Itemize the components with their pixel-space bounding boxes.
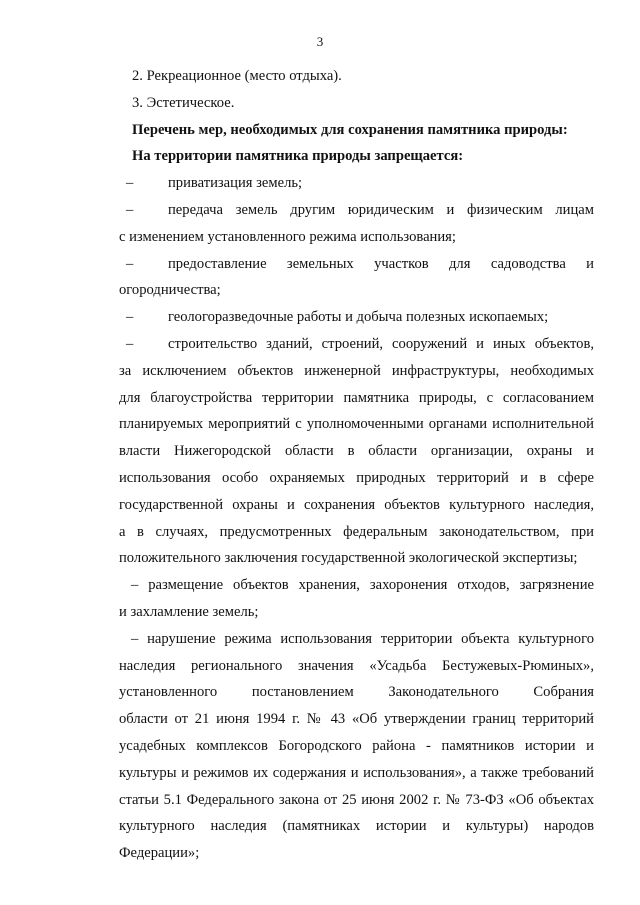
paragraph-line: области от 21 июня 1994 г. № 43 «Об утверждении границ территорий — [119, 711, 594, 728]
bullet-dash: – — [126, 309, 134, 326]
paragraph-line: власти Нижегородской области в области организации, охраны и — [119, 443, 594, 460]
paragraph-line: установленного постановлением Законодательного Собрания — [119, 684, 594, 701]
paragraph-line: культурного наследия (памятниках истории и культуры) народов — [119, 818, 594, 835]
list-item-recreational: 2. Рекреационное (место отдыха). — [132, 68, 342, 84]
paragraph-line: культуры и режимов их содержания и использования», а также требований — [119, 764, 594, 781]
paragraph-line: огородничества; — [119, 282, 221, 299]
bullet-dash: – — [126, 335, 134, 352]
paragraph-line: статьи 5.1 Федерального закона от 25 июня 2002 г. № 73-ФЗ «Об объектах — [119, 791, 594, 808]
list-item-heritage-violation: – нарушение режима использования территории объекта культурного — [131, 630, 594, 647]
list-item-waste: – размещение объектов хранения, захоронения отходов, загрязнение — [131, 577, 594, 594]
paragraph-line: положительного заключения государственной экологической экспертизы; — [119, 550, 578, 567]
bullet-dash: – — [126, 255, 134, 272]
list-item-privatization — [119, 170, 594, 197]
list-item-text: строительство зданий, строений, сооружений и иных объектов, — [168, 335, 594, 352]
paragraph-line: для благоустройства территории памятника природы, с согласованием — [119, 389, 594, 406]
document-body — [119, 63, 594, 867]
paragraph-line: наследия регионального значения «Усадьба Бестужевых-Рюминых», — [119, 657, 594, 674]
list-item-text: предоставление земельных участков для садоводства и — [168, 255, 594, 272]
paragraph-line: и захламление земель; — [119, 603, 259, 620]
section-heading-prohibited: На территории памятника природы запрещается: — [132, 148, 464, 165]
paragraph-line: усадебных комплексов Богородского района - памятников истории и — [119, 737, 594, 754]
list-item-text: передача земель другим юридическим и физическим лицам — [168, 201, 594, 218]
paragraph-line: использования особо охраняемых природных территорий и в сфере — [119, 469, 594, 486]
paragraph-line: за исключением объектов инженерной инфраструктуры, необходимых — [119, 362, 594, 379]
section-heading-measures: Перечень мер, необходимых для сохранения памятника природы: — [132, 121, 568, 138]
list-item-land-plots — [119, 251, 594, 278]
bullet-dash: – — [126, 201, 134, 218]
list-item-aesthetic: 3. Эстетическое. — [132, 94, 235, 111]
paragraph-line: государственной охраны и сохранения объектов культурного наследия, — [119, 496, 594, 513]
paragraph-line: Федерации»; — [119, 845, 200, 862]
paragraph-line: а в случаях, предусмотренных федеральным законодательством, при — [119, 523, 594, 540]
list-item-construction — [119, 331, 594, 358]
paragraph-line: с изменением установленного режима использования; — [119, 228, 456, 245]
bullet-dash: – — [126, 175, 134, 192]
list-item-text: приватизация земель; — [168, 175, 303, 192]
list-item-text: геологоразведочные работы и добыча полезных ископаемых; — [168, 309, 549, 326]
page-number: 3 — [316, 34, 324, 49]
list-item-geology — [119, 304, 594, 331]
list-item-land-transfer — [119, 197, 594, 224]
paragraph-line: планируемых мероприятий с уполномоченными органами исполнительной — [119, 416, 594, 433]
